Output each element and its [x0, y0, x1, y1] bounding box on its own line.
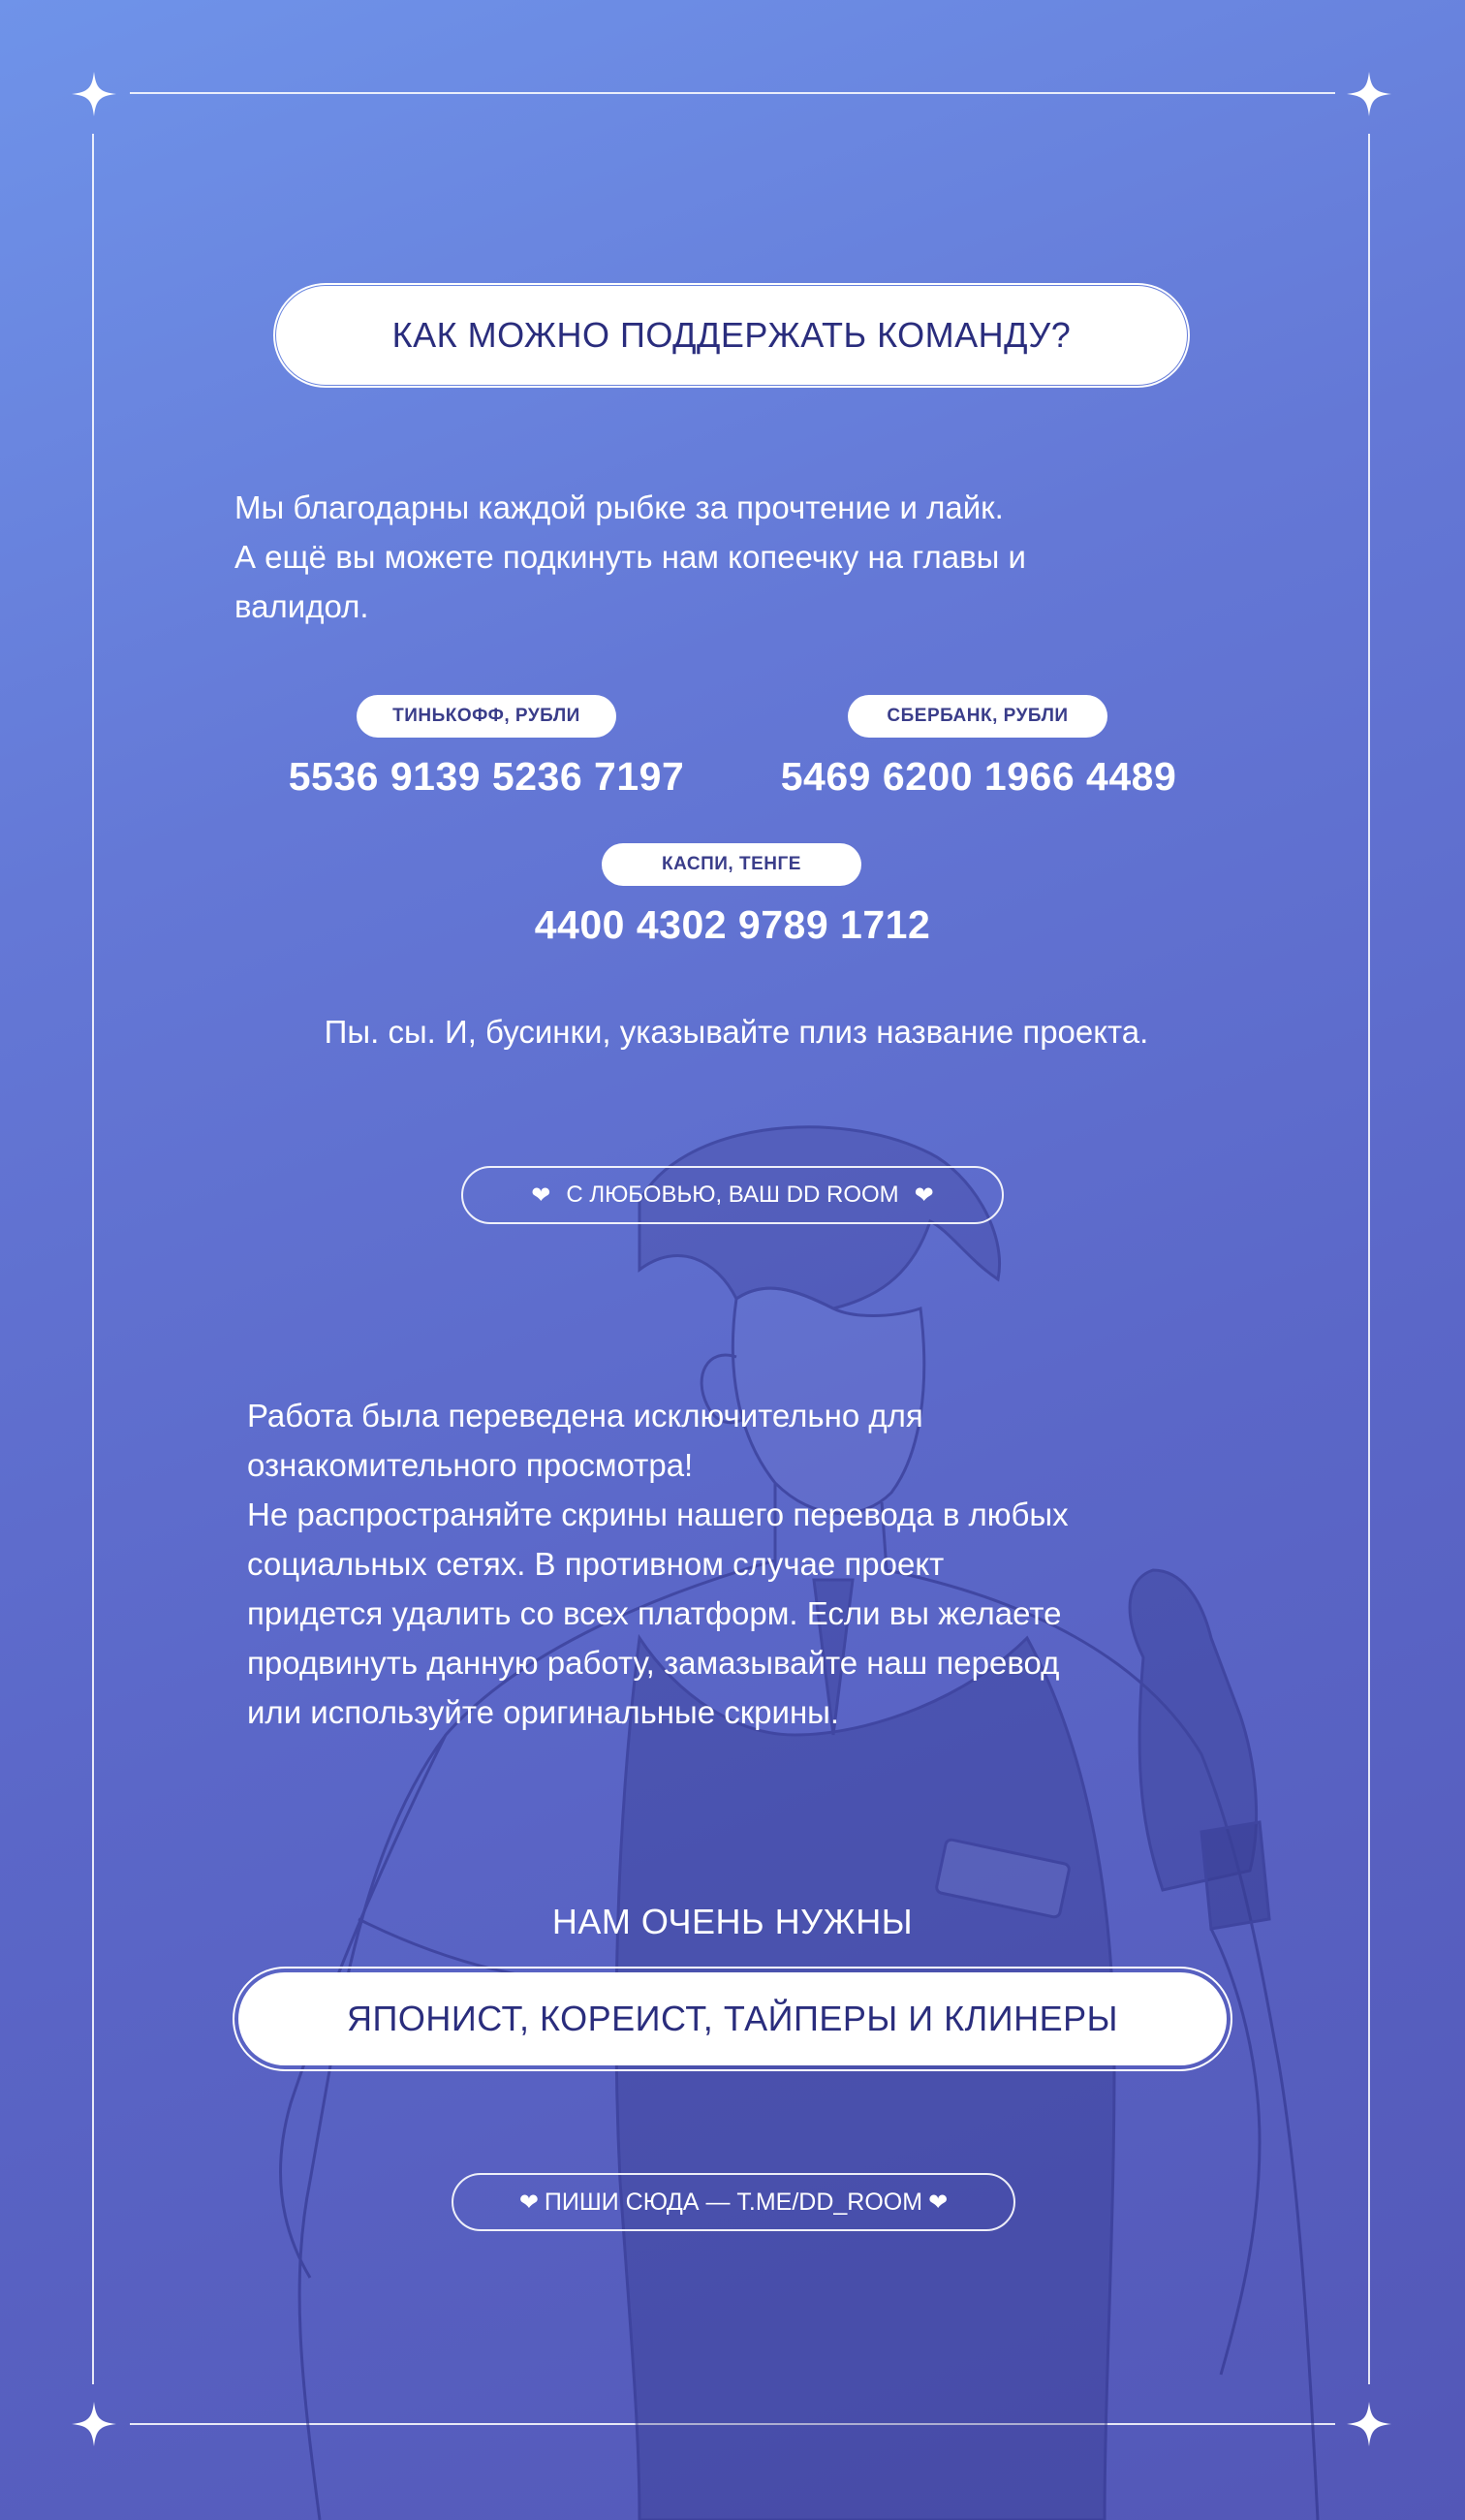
warning-line: придется удалить со всех платформ. Если вы желаете: [247, 1595, 1062, 1631]
sparkle-icon: [72, 72, 116, 116]
warning-line: ознакомительного просмотра!: [247, 1447, 694, 1483]
recruit-title: НАМ ОЧЕНЬ НУЖНЫ: [551, 1902, 914, 1941]
signature-text: С ЛЮБОВЬЮ, ВАШ DD ROOM: [566, 1181, 899, 1208]
intro-line: валидол.: [234, 588, 369, 624]
signature-badge: [461, 1166, 1004, 1224]
heart-icon: ❤: [518, 2189, 539, 2216]
sparkle-icon: [1347, 72, 1391, 116]
card-number-sberbank[interactable]: 5469 6200 1966 4489: [780, 754, 1177, 799]
intro-text: [234, 483, 1262, 631]
distribution-warning: [247, 1391, 1274, 1737]
warning-line: социальных сетях. В противном случае проект: [247, 1546, 945, 1582]
bank-label-kaspi: КАСПИ, ТЕНГЕ: [602, 843, 861, 886]
card-number-tinkoff[interactable]: 5536 9139 5236 7197: [288, 754, 685, 799]
heart-icon: ❤: [531, 1181, 551, 1209]
intro-line: А ещё вы можете подкинуть нам копеечку на главы и: [234, 539, 1026, 575]
frame-top-line: [130, 92, 1335, 94]
bank-label-sberbank: СБЕРБАНК, РУБЛИ: [848, 695, 1107, 738]
contact-link-text[interactable]: ПИШИ СЮДА — T.ME/DD_ROOM: [544, 2188, 923, 2216]
page-title-text: КАК МОЖНО ПОДДЕРЖАТЬ КОМАНДУ?: [391, 315, 1072, 355]
heart-icon: ❤: [928, 2189, 949, 2216]
character-illustration: [97, 1115, 1376, 2520]
contact-link-badge[interactable]: [452, 2173, 1015, 2231]
warning-line: Работа была переведена исключительно для: [247, 1398, 923, 1433]
warning-line: Не распространяйте скрины нашего перевода в любых: [247, 1496, 1069, 1532]
bank-label-tinkoff: ТИНЬКОФФ, РУБЛИ: [357, 695, 616, 738]
frame-left-line: [92, 134, 94, 2384]
page-title: [279, 289, 1184, 382]
warning-line: продвинуть данную работу, замазывайте наш перевод: [247, 1645, 1060, 1681]
heart-icon: ❤: [914, 1181, 934, 1209]
card-number-kaspi[interactable]: 4400 4302 9789 1712: [534, 902, 931, 947]
project-name-note: Пы. сы. И, бусинки, указывайте плиз название проекта.: [324, 1014, 1149, 1050]
warning-line: или используйте оригинальные скрины.: [247, 1694, 840, 1730]
intro-line: Мы благодарны каждой рыбке за прочтение и лайк.: [234, 489, 1004, 525]
recruit-roles-pill: [238, 1972, 1227, 2065]
recruit-roles-text: ЯПОНИСТ, КОРЕИСТ, ТАЙПЕРЫ И КЛИНЕРЫ: [346, 1999, 1119, 2038]
